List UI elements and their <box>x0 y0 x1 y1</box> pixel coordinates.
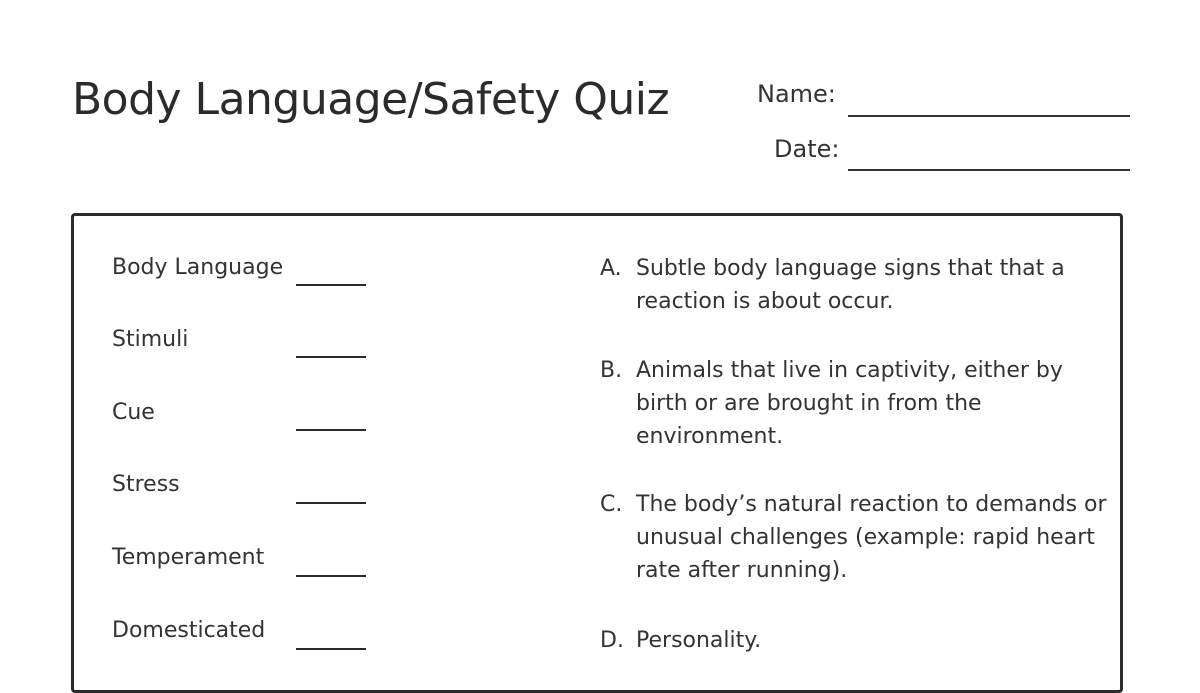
definition-text: Subtle body language signs that that a reaction is about occur. <box>636 256 1065 314</box>
term-stress: Stress <box>112 472 180 497</box>
answer-blank-stress[interactable] <box>296 502 366 504</box>
definition-a <box>600 252 1120 318</box>
definition-letter: C. <box>600 492 623 517</box>
name-line[interactable] <box>848 115 1130 117</box>
quiz-title: Body Language/Safety Quiz <box>72 74 670 125</box>
name-label: Name: <box>757 80 836 108</box>
answer-blank-body-language[interactable] <box>296 284 366 286</box>
term-stimuli: Stimuli <box>112 327 189 352</box>
date-label: Date: <box>774 135 840 163</box>
definition-text: Personality. <box>636 628 762 653</box>
answer-blank-cue[interactable] <box>296 429 366 431</box>
definition-c <box>600 488 1120 587</box>
definition-letter: A. <box>600 256 622 281</box>
definition-text: The body’s natural reaction to demands or unusual challenges (example: rapid heart rate after running). <box>636 492 1107 583</box>
definition-d <box>600 624 1120 657</box>
definition-letter: B. <box>600 358 623 383</box>
term-temperament: Temperament <box>112 545 265 570</box>
term-cue: Cue <box>112 400 155 425</box>
answer-blank-temperament[interactable] <box>296 575 366 577</box>
date-line[interactable] <box>848 169 1130 171</box>
definition-b <box>600 354 1120 453</box>
definition-letter: D. <box>600 628 624 653</box>
answer-blank-domesticated[interactable] <box>296 648 366 650</box>
answer-blank-stimuli[interactable] <box>296 356 366 358</box>
term-body-language: Body Language <box>112 255 284 280</box>
definition-text: Animals that live in captivity, either by birth or are brought in from the environment. <box>636 358 1063 449</box>
term-domesticated: Domesticated <box>112 618 266 643</box>
